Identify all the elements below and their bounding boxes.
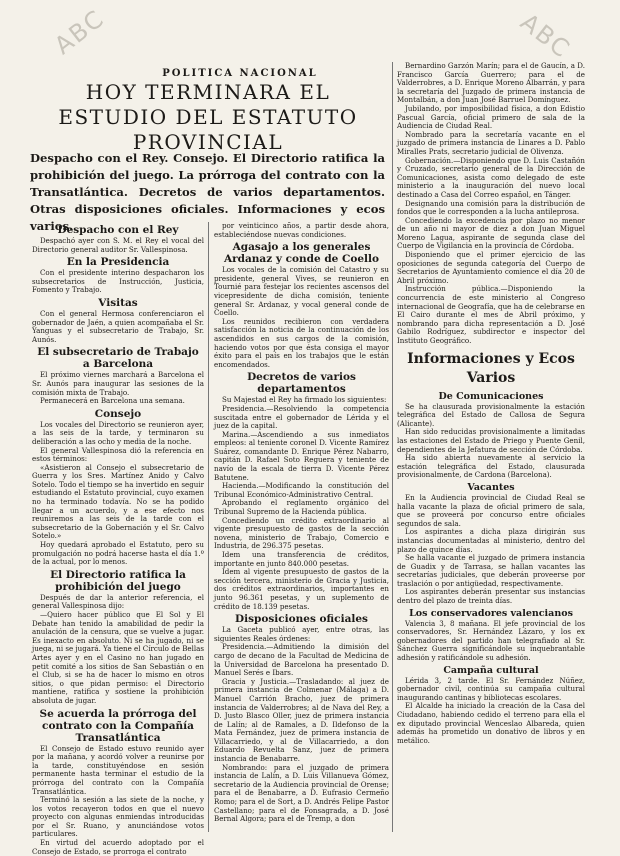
paragraph: Presidencia.—Resolviendo la competencia suscitada entre el gobernador de Lérida y el juez de la capital. [214, 403, 389, 431]
heading-campana: Campaña cultural [443, 664, 539, 676]
paragraph: El Consejo de Estado estuvo reunido ayer por la mañana, y acordó volver a reunirse por la tarde, constituyéndose en sesión permanente hasta terminar el estudio de la prórroga del contrato con la Compañía Transatlántica. [32, 743, 204, 796]
headline-block [40, 80, 376, 155]
section-label: POLITICA NACIONAL [162, 68, 318, 79]
paragraph: Con el general Hermosa conferenciaron el gobernador de Jaén, a quien acompañaba el Sr. Yanguas y el subsecretario de Trabajo, Sr. Aunós. [32, 308, 204, 344]
paragraph: Nombrando: para el juzgado de primera instancia de Lalín, a D. Luis Villanueva Gómez, secretario de la Audiencia provincial de Orense; para el de Benabarre, a D. Eufrasio Cermeño Romo; para el de Sort, a D. Andrés Felipe Pastor Castellano; para el de Fonsagrada, a D. José Bernal Algora; para el de Tremp, a don [214, 762, 389, 824]
paragraph: Bernardino Garzón Marín; para el de Gaucín, a D. Francisco García Guerrero; para el de Valderrobres, a D. Enrique Moreno Albarrán, y para la secretaría del Juzgado de primera instancia de Montalbán, a don Juan José Barruel Domínguez. [397, 61, 585, 105]
heading-vacantes: Vacantes [467, 481, 515, 493]
paragraph: Gobernación.—Disponiendo que D. Luis Castañón y Cruzado, secretario general de la Dirección de Comunicaciones, asista como delegado de este ministerio a la inauguración del nuevo local destinado a Casa del Correo español, en Tánger. [397, 155, 585, 199]
paragraph: Despachó ayer con S. M. el Rey el vocal del Directorio general auditor Sr. Vallespinosa. [32, 236, 204, 254]
paragraph: Marina.—Ascendiendo a sus inmediatos empleos: al teniente coronel D. Vicente Ramírez Suárez, comandante D. Enrique Pérez Nabarro, capitán D. Rafael Soto Reguera y teniente de navío de la escala de tierra D. Vicente Pérez Batutene. [214, 429, 389, 482]
paragraph: Disponiendo que el primer ejercicio de las oposiciones de segunda categoría del Cuerpo de Secretarios de Ayuntamiento comience el día 20 de Abril próximo. [397, 250, 585, 285]
paragraph: —Quiero hacer público que El Sol y El Debate han tenido la amabilidad de pedir la anulación de la censura, que se vuelve a jugar. Es inexacto en absoluto. Ni se ha jugado, ni se juega, ni se jugará. Ya tiene el Círculo de Bellas Artes ayer y en el Casino no han jugado en petit comité a los sitios de San Sebastián o en el Club, si se ha de hacer lo mismo en otros sitios, o que pidan permiso: el Directorio mantiene, ratifica y sostiene la prohibición absoluta de jugar. [32, 610, 205, 705]
column-2 [214, 222, 389, 834]
paragraph: Instrucción pública.—Disponiendo la concurrencia de este ministerio al Congreso internacional de Geografía, que ha de celebrarse en El Cairo durante el mes de Abril próximo, y nombrando para dicha representación a D. José Gabilo Rodríguez, subdirector e inspector del Instituto Geográfico. [397, 284, 585, 345]
paragraph: Se ha clausurada provisionalmente la estación telegráfica del Estado de Callosa de Segura (Alicante). [397, 401, 585, 428]
paragraph: Concediendo la excedencia por plazo no menor de un año ni mayor de diez a don Juan Miguel Moreno Lagua, aspirante de segunda clase del Cuerpo de Vigilancia en la provincia de Córdoba. [397, 215, 585, 251]
paragraph: En virtud del acuerdo adoptado por el Consejo de Estado, se prorroga el contrato [32, 838, 204, 856]
heading-presidencia: En la Presidencia [66, 256, 170, 269]
paragraph: Terminó la sesión a las siete de la noche, y los votos recayeron todos en que el nuevo proyecto con algunas enmiendas introducidas por el Sr. Ruano, y anunciándose votos particulares. [32, 795, 204, 839]
paragraph: La Gaceta publicó ayer, entre otras, las siguientes Reales órdenes: [214, 625, 389, 643]
paragraph: Se halla vacante el juzgado de primera instancia de Guadix y de Tarrasa, se hallan vacantes las secretarías judiciales, que deberán proveerse por traslación o por antigüedad, respectivamente. [397, 553, 585, 588]
paragraph: El Alcalde ha iniciado la creación de la Casa del Ciudadano, habiendo cedido el terreno para ella el ex diputado provincial Wenceslao Albareda, quien además ha prometido un donativo de libros y en metálico. [397, 701, 585, 745]
heading-despacho: Despacho con el Rey [57, 224, 179, 236]
paragraph: El general Vallespinosa dió la referencia en estos términos: [32, 445, 204, 464]
paragraph: Después de dar la anterior referencia, el general Vallespinosa dijo: [32, 592, 204, 611]
heading-directorio: El Directorio ratifica la prohibición del juego [50, 568, 186, 593]
paragraph: Valencia 3, 8 mañana. El jefe provincial de los conservadores, Sr. Hernández Lázaro, y los ex gobernadores del partido han telegrafiado al Sr. Sánchez Guerra significándole su inquebrantable adhesión y ratificándole su adhesión. [397, 618, 585, 663]
paragraph: Los aspirantes a dicha plaza dirigirán sus instancias documentadas al ministerio, dentro del plazo de quince días. [397, 527, 585, 554]
paragraph: Idem una transferencia de créditos, importante en junto 840.000 pesetas. [214, 550, 389, 568]
heading-agasajo: Agasajo a los generales Ardanaz y conde de Coello [223, 241, 380, 266]
paragraph: En la Audiencia provincial de Ciudad Real se halla vacante la plaza de oficial primero de sala, que se proveerá por concurso entre oficiales segundos de sala. [397, 492, 585, 528]
paragraph: Ha sido abierta nuevamente al servicio la estación telegráfica del Estado, clausurada provisionalmente, de Cardona (Barcelona). [397, 453, 585, 480]
summary: Despacho con el Rey. Consejo. El Directorio ratifica la prohibición del juego. La prórroga del contrato con la Transatlántica. Decretos de varios departamentos. Otras disposiciones oficiales. Informaciones y ecos varios. [30, 151, 385, 233]
paragraph: Gracia y Justicia.—Trasladando: al juez de primera instancia de Colmenar (Málaga) a D. Manuel Carrión Bracho, juez de primera instancia de Valderrobres; al de Nava del Rey, a D. Justo Blasco Oller, juez de primera instancia de Lalín; al de Ramales, a D. Ildefonso de la Mata Fernández, juez de primera instancia de Villacarriedo, y al de Villacarriedo, a don Eduardo Revuelta Sanz, juez de primera instancia de Benabarre. [214, 676, 389, 764]
column-divider [392, 62, 393, 832]
column-1 [32, 222, 205, 856]
heading-disposiciones: Disposiciones oficiales [235, 613, 368, 626]
paragraph: Los vocales del Directorio se reunieron ayer, a las seis de la tarde, y terminaron su deliberación a las ocho y media de la noche. [32, 419, 204, 446]
paragraph: El próximo viernes marchará a Barcelona el Sr. Aunós para inaugurar las sesiones de la comisión mixta de Trabajo. [32, 370, 204, 397]
watermark-left: ABC [49, 3, 110, 61]
paragraph: Hacienda.—Modificando la constitución del Tribunal Económico-Administrativo Central. [214, 481, 389, 499]
column-divider [208, 222, 209, 832]
column-3 [397, 62, 585, 834]
paragraph: Su Majestad el Rey ha firmado los siguientes: [222, 395, 387, 405]
heading-comunicaciones: De Comunicaciones [438, 390, 544, 402]
paragraph: Idem al vigente presupuesto de gastos de la sección tercera, ministerio de Gracia y Justicia, dos créditos extraordinarios, importantes en junto 96.361 pesetas, y un suplemento de crédito de 18.139 pesetas. [214, 567, 389, 611]
paragraph: Lérida 3, 2 tarde. El Sr. Fernández Núñez, gobernador civil, continúa su campaña cultural inaugurando cantinas y bibliotecas escolares. [397, 675, 585, 702]
paragraph: Aprobando el reglamento orgánico del Tribunal Supremo de la Hacienda pública. [214, 498, 389, 517]
heading-conservadores: Los conservadores valencianos [409, 607, 573, 619]
heading-consejo: Consejo [94, 407, 142, 420]
watermark-right: ABC [515, 7, 576, 65]
heading-subsecretario: El subsecretario de Trabajo a Barcelona [37, 346, 199, 371]
paragraph: Jubilando, por imposibilidad física, a don Edistio Pascual García, oficial primero de sala de la Audiencia de Ciudad Real. [397, 103, 585, 131]
paragraph: Nombrado para la secretaría vacante en el juzgado de primera instancia de Linares a D. Pablo Miralles Prats, secretario judicial de Olivenza. [397, 129, 585, 156]
headline: HOY TERMINARA EL ESTUDIO DEL ESTATUTO PROVINCIAL [58, 80, 358, 154]
paragraph: Los aspirantes deberán presentar sus instancias dentro del plazo de treinta días. [397, 587, 585, 606]
paragraph: Con el presidente interino despacharon los subsecretarios de Instrucción, Justicia, Fomento y Trabajo. [32, 268, 204, 295]
paragraph: por veinticinco años, a partir desde ahora, estableciéndose nuevas condiciones. [214, 221, 389, 239]
paragraph: Han sido reducidas provisionalmente a limitadas las estaciones del Estado de Priego y Puente Genil, dependientes de la Jefatura de sección de Córdoba. [397, 427, 585, 454]
paragraph: Concediendo un crédito extraordinario al vigente presupuesto de gastos de la sección novena, ministerio de Trabajo, Comercio e Industria, de 296.375 pesetas. [214, 515, 389, 551]
heading-prorroga: Se acuerda la prórroga del contrato con la Compañía Transatlántica [39, 707, 197, 744]
heading-informaciones: Informaciones y Ecos Varios [407, 350, 575, 386]
paragraph: Designando una comisión para la distribución de fondos que le corresponden a la lucha antileprosa. [397, 198, 585, 217]
paragraph: Permanecerá en Barcelona una semana. [40, 396, 185, 406]
paragraph: «Asistieron al Consejo el subsecretario de Guerra y los Sres. Martínez Anido y Calvo Sotelo. Todo el tiempo se ha invertido en seguir estudiando el Estatuto provincial, cuyo examen no ha terminado todavía. No se ha podido llegar a un acuerdo, y a ese efecto nos reuniremos a las seis de la tarde con el subsecretario de la Gobernación y el Sr. Calvo Sotelo.» [32, 462, 204, 541]
paragraph: Presidencia.—Admitiendo la dimisión del cargo de decano de la Facultad de Medicina de la Universidad de Barcelona ha presentado D. Manuel Serés e Ibars. [214, 642, 389, 678]
paragraph: Los reunidos recibieron con verdadera satisfacción la noticia de la continuación de los ascendidos en sus cargos de la comisión, haciendo votos por que ésta consiga el mayor éxito para el país en los trabajos que le están encomendados. [214, 316, 389, 369]
paragraph: Los vocales de la comisión del Catastro y su presidente, general Vives, se reunieron en Tournié para festejar los recientes ascensos del vicepresidente de dicha comisión, teniente general Sr. Ardanaz, y vocal general conde de Coello. [214, 265, 389, 318]
heading-visitas: Visitas [98, 296, 138, 309]
paragraph: Hoy quedará aprobado el Estatuto, pero su promulgación no podrá hacerse hasta el día 1.º de la actual, por lo menos. [32, 540, 204, 567]
heading-decretos: Decretos de varios departamentos [247, 371, 356, 396]
